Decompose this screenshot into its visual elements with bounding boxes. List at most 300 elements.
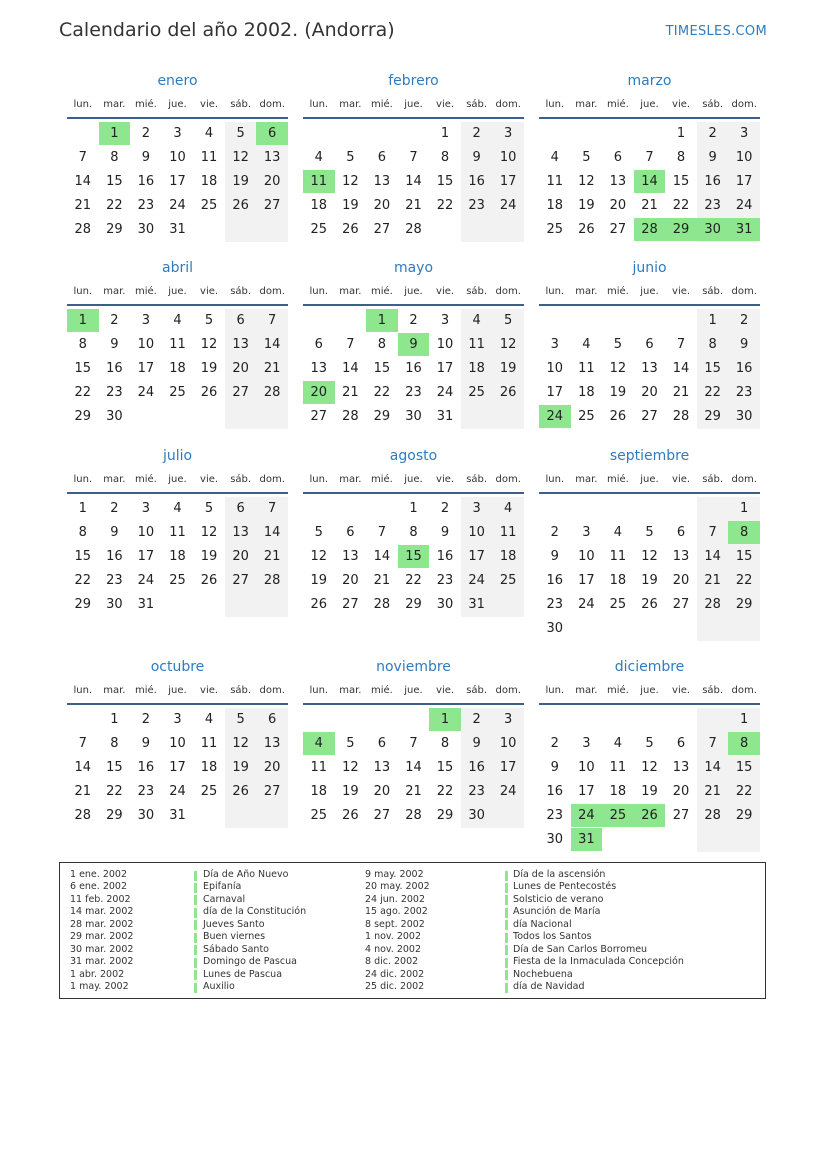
day-cell[interactable]: 20: [373, 784, 391, 799]
day-cell[interactable]: 14: [342, 361, 359, 376]
holiday-day-cell[interactable]: 4: [303, 732, 335, 755]
day-cell[interactable]: 24: [578, 597, 595, 612]
day-cell[interactable]: 23: [137, 784, 155, 799]
day-cell[interactable]: 31: [468, 597, 485, 612]
day-cell[interactable]: 5: [204, 313, 214, 328]
day-cell[interactable]: 2: [740, 313, 749, 328]
day-cell[interactable]: 22: [672, 198, 690, 213]
day-cell[interactable]: 3: [472, 501, 481, 516]
day-cell[interactable]: 15: [373, 361, 391, 376]
day-cell[interactable]: 29: [74, 597, 92, 612]
day-cell[interactable]: 17: [137, 549, 155, 564]
day-cell[interactable]: 8: [708, 337, 717, 352]
day-cell[interactable]: 2: [472, 126, 481, 141]
day-cell[interactable]: 27: [232, 573, 249, 588]
day-cell[interactable]: 4: [550, 150, 559, 165]
day-cell[interactable]: 6: [236, 501, 245, 516]
brand-link[interactable]: TIMESLES.COM: [665, 24, 767, 39]
day-cell[interactable]: 28: [263, 573, 281, 588]
day-cell[interactable]: 25: [546, 222, 564, 237]
day-cell[interactable]: 6: [236, 313, 245, 328]
day-cell[interactable]: 11: [609, 549, 627, 564]
day-cell[interactable]: 22: [436, 784, 454, 799]
day-cell[interactable]: 16: [468, 760, 485, 775]
day-cell[interactable]: 3: [440, 313, 450, 328]
day-cell[interactable]: 5: [204, 501, 214, 516]
day-cell[interactable]: 12: [641, 760, 658, 775]
day-cell[interactable]: 27: [672, 597, 690, 612]
day-cell[interactable]: 17: [546, 385, 564, 400]
day-cell[interactable]: 21: [641, 198, 658, 213]
day-cell[interactable]: 28: [263, 385, 281, 400]
day-cell[interactable]: 9: [141, 736, 151, 751]
day-cell[interactable]: 8: [409, 525, 418, 540]
day-cell[interactable]: 3: [550, 337, 559, 352]
holiday-day-cell[interactable]: 30: [697, 218, 729, 241]
day-cell[interactable]: 16: [735, 361, 753, 376]
day-cell[interactable]: 12: [342, 174, 359, 189]
day-cell[interactable]: 16: [106, 549, 123, 564]
day-cell[interactable]: 7: [78, 736, 87, 751]
day-cell[interactable]: 9: [141, 150, 151, 165]
day-cell[interactable]: 13: [232, 337, 249, 352]
day-cell[interactable]: 3: [740, 126, 749, 141]
day-cell[interactable]: 2: [550, 736, 559, 751]
day-cell[interactable]: 6: [314, 337, 323, 352]
day-cell[interactable]: 2: [141, 126, 151, 141]
day-cell[interactable]: 7: [409, 150, 418, 165]
day-cell[interactable]: 19: [578, 198, 595, 213]
day-cell[interactable]: 17: [436, 361, 454, 376]
day-cell[interactable]: 10: [735, 150, 753, 165]
day-cell[interactable]: 19: [342, 784, 359, 799]
day-cell[interactable]: 11: [468, 337, 485, 352]
day-cell[interactable]: 11: [499, 525, 517, 540]
day-cell[interactable]: 28: [405, 808, 422, 823]
day-cell[interactable]: 24: [735, 198, 753, 213]
day-cell[interactable]: 19: [499, 361, 517, 376]
day-cell[interactable]: 15: [436, 174, 454, 189]
day-cell[interactable]: 16: [546, 573, 564, 588]
day-cell[interactable]: 23: [546, 597, 564, 612]
day-cell[interactable]: 15: [735, 549, 753, 564]
day-cell[interactable]: 1: [708, 313, 717, 328]
holiday-day-cell[interactable]: 31: [571, 828, 603, 851]
day-cell[interactable]: 4: [504, 501, 513, 516]
day-cell[interactable]: 27: [342, 597, 359, 612]
day-cell[interactable]: 16: [137, 760, 155, 775]
day-cell[interactable]: 12: [578, 174, 595, 189]
day-cell[interactable]: 9: [110, 525, 119, 540]
day-cell[interactable]: 18: [546, 198, 564, 213]
day-cell[interactable]: 3: [173, 126, 182, 141]
day-cell[interactable]: 6: [346, 525, 355, 540]
day-cell[interactable]: 11: [609, 760, 627, 775]
day-cell[interactable]: 26: [578, 222, 595, 237]
day-cell[interactable]: 10: [169, 150, 186, 165]
day-cell[interactable]: 3: [582, 525, 591, 540]
day-cell[interactable]: 24: [468, 573, 485, 588]
day-cell[interactable]: 29: [735, 597, 753, 612]
day-cell[interactable]: 3: [173, 712, 182, 727]
day-cell[interactable]: 23: [106, 385, 123, 400]
day-cell[interactable]: 28: [704, 597, 721, 612]
day-cell[interactable]: 22: [373, 385, 391, 400]
day-cell[interactable]: 23: [137, 198, 155, 213]
day-cell[interactable]: 30: [546, 832, 564, 847]
day-cell[interactable]: 16: [704, 174, 721, 189]
day-cell[interactable]: 1: [78, 501, 87, 516]
day-cell[interactable]: 10: [499, 150, 517, 165]
holiday-day-cell[interactable]: 8: [728, 732, 760, 755]
day-cell[interactable]: 10: [436, 337, 454, 352]
day-cell[interactable]: 18: [169, 361, 186, 376]
day-cell[interactable]: 6: [377, 150, 387, 165]
day-cell[interactable]: 23: [468, 784, 485, 799]
day-cell[interactable]: 30: [405, 409, 422, 424]
day-cell[interactable]: 7: [346, 337, 355, 352]
day-cell[interactable]: 20: [263, 760, 281, 775]
day-cell[interactable]: 26: [342, 222, 359, 237]
day-cell[interactable]: 27: [263, 784, 281, 799]
day-cell[interactable]: 20: [672, 573, 690, 588]
day-cell[interactable]: 7: [645, 150, 654, 165]
day-cell[interactable]: 20: [672, 784, 690, 799]
day-cell[interactable]: 27: [373, 808, 391, 823]
day-cell[interactable]: 19: [342, 198, 359, 213]
day-cell[interactable]: 25: [499, 573, 517, 588]
day-cell[interactable]: 8: [440, 736, 450, 751]
day-cell[interactable]: 20: [232, 361, 249, 376]
day-cell[interactable]: 22: [74, 385, 92, 400]
day-cell[interactable]: 13: [373, 174, 391, 189]
day-cell[interactable]: 19: [200, 361, 218, 376]
day-cell[interactable]: 4: [582, 337, 591, 352]
day-cell[interactable]: 14: [373, 549, 391, 564]
day-cell[interactable]: 20: [342, 573, 359, 588]
day-cell[interactable]: 3: [504, 712, 513, 727]
holiday-day-cell[interactable]: 15: [398, 545, 430, 568]
day-cell[interactable]: 25: [310, 808, 328, 823]
day-cell[interactable]: 15: [74, 361, 92, 376]
day-cell[interactable]: 6: [676, 525, 686, 540]
day-cell[interactable]: 8: [676, 150, 686, 165]
day-cell[interactable]: 24: [499, 784, 517, 799]
day-cell[interactable]: 4: [613, 736, 623, 751]
day-cell[interactable]: 17: [499, 174, 517, 189]
day-cell[interactable]: 21: [704, 784, 721, 799]
day-cell[interactable]: 31: [169, 808, 186, 823]
day-cell[interactable]: 18: [310, 198, 328, 213]
day-cell[interactable]: 14: [74, 760, 92, 775]
day-cell[interactable]: 25: [200, 198, 218, 213]
day-cell[interactable]: 5: [645, 736, 654, 751]
day-cell[interactable]: 12: [499, 337, 517, 352]
day-cell[interactable]: 19: [232, 760, 249, 775]
day-cell[interactable]: 4: [472, 313, 481, 328]
day-cell[interactable]: 27: [263, 198, 281, 213]
day-cell[interactable]: 23: [405, 385, 422, 400]
day-cell[interactable]: 21: [405, 784, 422, 799]
day-cell[interactable]: 3: [141, 501, 151, 516]
day-cell[interactable]: 28: [74, 222, 92, 237]
day-cell[interactable]: 26: [200, 573, 218, 588]
day-cell[interactable]: 23: [468, 198, 485, 213]
day-cell[interactable]: 7: [377, 525, 387, 540]
day-cell[interactable]: 29: [405, 597, 422, 612]
day-cell[interactable]: 4: [173, 313, 182, 328]
day-cell[interactable]: 2: [141, 712, 151, 727]
holiday-day-cell[interactable]: 25: [602, 804, 634, 827]
day-cell[interactable]: 19: [200, 549, 218, 564]
day-cell[interactable]: 28: [373, 597, 391, 612]
holiday-day-cell[interactable]: 1: [99, 122, 131, 145]
holiday-day-cell[interactable]: 1: [67, 309, 99, 332]
holiday-day-cell[interactable]: 14: [634, 170, 666, 193]
day-cell[interactable]: 11: [200, 736, 218, 751]
day-cell[interactable]: 18: [169, 549, 186, 564]
day-cell[interactable]: 21: [405, 198, 422, 213]
day-cell[interactable]: 22: [106, 198, 123, 213]
day-cell[interactable]: 8: [78, 525, 87, 540]
day-cell[interactable]: 21: [263, 361, 281, 376]
day-cell[interactable]: 20: [641, 385, 658, 400]
day-cell[interactable]: 30: [106, 409, 123, 424]
day-cell[interactable]: 23: [735, 385, 753, 400]
day-cell[interactable]: 13: [263, 736, 281, 751]
day-cell[interactable]: 14: [672, 361, 690, 376]
day-cell[interactable]: 13: [641, 361, 658, 376]
day-cell[interactable]: 24: [137, 385, 155, 400]
day-cell[interactable]: 14: [405, 174, 422, 189]
day-cell[interactable]: 5: [236, 126, 245, 141]
day-cell[interactable]: 14: [263, 525, 281, 540]
day-cell[interactable]: 5: [613, 337, 623, 352]
day-cell[interactable]: 17: [578, 573, 595, 588]
holiday-day-cell[interactable]: 9: [398, 333, 430, 356]
day-cell[interactable]: 19: [232, 174, 249, 189]
day-cell[interactable]: 31: [436, 409, 454, 424]
day-cell[interactable]: 30: [106, 597, 123, 612]
day-cell[interactable]: 25: [468, 385, 485, 400]
day-cell[interactable]: 29: [74, 409, 92, 424]
day-cell[interactable]: 13: [342, 549, 359, 564]
day-cell[interactable]: 17: [169, 174, 186, 189]
day-cell[interactable]: 26: [200, 385, 218, 400]
day-cell[interactable]: 22: [735, 784, 753, 799]
day-cell[interactable]: 6: [268, 712, 277, 727]
day-cell[interactable]: 18: [200, 174, 218, 189]
day-cell[interactable]: 22: [74, 573, 92, 588]
day-cell[interactable]: 22: [704, 385, 721, 400]
day-cell[interactable]: 19: [641, 784, 658, 799]
day-cell[interactable]: 3: [504, 126, 513, 141]
day-cell[interactable]: 29: [735, 808, 753, 823]
day-cell[interactable]: 11: [578, 361, 595, 376]
day-cell[interactable]: 3: [141, 313, 151, 328]
day-cell[interactable]: 10: [137, 337, 155, 352]
holiday-day-cell[interactable]: 11: [303, 170, 335, 193]
holiday-day-cell[interactable]: 29: [665, 218, 697, 241]
day-cell[interactable]: 24: [169, 784, 186, 799]
holiday-day-cell[interactable]: 24: [571, 804, 603, 827]
day-cell[interactable]: 11: [200, 150, 218, 165]
holiday-day-cell[interactable]: 8: [728, 521, 760, 544]
day-cell[interactable]: 5: [346, 736, 355, 751]
day-cell[interactable]: 20: [232, 549, 249, 564]
day-cell[interactable]: 22: [735, 573, 753, 588]
day-cell[interactable]: 26: [310, 597, 328, 612]
day-cell[interactable]: 7: [676, 337, 686, 352]
day-cell[interactable]: 6: [645, 337, 654, 352]
day-cell[interactable]: 9: [550, 549, 559, 564]
day-cell[interactable]: 12: [641, 549, 658, 564]
day-cell[interactable]: 9: [440, 525, 450, 540]
day-cell[interactable]: 18: [310, 784, 328, 799]
day-cell[interactable]: 21: [263, 549, 281, 564]
day-cell[interactable]: 30: [468, 808, 485, 823]
day-cell[interactable]: 25: [200, 784, 218, 799]
day-cell[interactable]: 23: [436, 573, 454, 588]
day-cell[interactable]: 1: [440, 126, 450, 141]
day-cell[interactable]: 12: [200, 337, 218, 352]
day-cell[interactable]: 17: [578, 784, 595, 799]
day-cell[interactable]: 23: [704, 198, 721, 213]
day-cell[interactable]: 19: [609, 385, 627, 400]
day-cell[interactable]: 28: [74, 808, 92, 823]
day-cell[interactable]: 25: [169, 385, 186, 400]
day-cell[interactable]: 1: [740, 501, 749, 516]
day-cell[interactable]: 12: [342, 760, 359, 775]
day-cell[interactable]: 16: [546, 784, 564, 799]
holiday-day-cell[interactable]: 1: [429, 708, 461, 731]
day-cell[interactable]: 18: [609, 784, 627, 799]
day-cell[interactable]: 13: [232, 525, 249, 540]
day-cell[interactable]: 4: [314, 150, 323, 165]
day-cell[interactable]: 11: [310, 760, 328, 775]
day-cell[interactable]: 1: [740, 712, 749, 727]
day-cell[interactable]: 5: [645, 525, 654, 540]
day-cell[interactable]: 8: [78, 337, 87, 352]
day-cell[interactable]: 30: [735, 409, 753, 424]
day-cell[interactable]: 1: [409, 501, 418, 516]
day-cell[interactable]: 2: [110, 501, 119, 516]
day-cell[interactable]: 17: [499, 760, 517, 775]
day-cell[interactable]: 3: [582, 736, 591, 751]
day-cell[interactable]: 16: [468, 174, 485, 189]
day-cell[interactable]: 12: [232, 736, 249, 751]
day-cell[interactable]: 5: [504, 313, 513, 328]
day-cell[interactable]: 25: [169, 573, 186, 588]
day-cell[interactable]: 8: [377, 337, 387, 352]
day-cell[interactable]: 13: [310, 361, 328, 376]
day-cell[interactable]: 29: [373, 409, 391, 424]
day-cell[interactable]: 22: [405, 573, 422, 588]
day-cell[interactable]: 16: [106, 361, 123, 376]
day-cell[interactable]: 12: [232, 150, 249, 165]
day-cell[interactable]: 1: [110, 712, 119, 727]
day-cell[interactable]: 1: [676, 126, 686, 141]
day-cell[interactable]: 24: [169, 198, 186, 213]
day-cell[interactable]: 5: [314, 525, 323, 540]
day-cell[interactable]: 10: [546, 361, 564, 376]
day-cell[interactable]: 22: [106, 784, 123, 799]
day-cell[interactable]: 27: [310, 409, 328, 424]
day-cell[interactable]: 21: [672, 385, 690, 400]
day-cell[interactable]: 26: [499, 385, 517, 400]
day-cell[interactable]: 29: [704, 409, 721, 424]
day-cell[interactable]: 4: [204, 126, 214, 141]
day-cell[interactable]: 9: [472, 150, 481, 165]
day-cell[interactable]: 6: [377, 736, 387, 751]
day-cell[interactable]: 2: [708, 126, 717, 141]
day-cell[interactable]: 12: [200, 525, 218, 540]
day-cell[interactable]: 9: [708, 150, 717, 165]
day-cell[interactable]: 2: [110, 313, 119, 328]
day-cell[interactable]: 17: [735, 174, 753, 189]
day-cell[interactable]: 16: [137, 174, 155, 189]
day-cell[interactable]: 10: [578, 549, 595, 564]
day-cell[interactable]: 10: [499, 736, 517, 751]
day-cell[interactable]: 2: [409, 313, 418, 328]
day-cell[interactable]: 31: [169, 222, 186, 237]
day-cell[interactable]: 11: [546, 174, 564, 189]
day-cell[interactable]: 27: [232, 385, 249, 400]
day-cell[interactable]: 7: [78, 150, 87, 165]
day-cell[interactable]: 7: [409, 736, 418, 751]
day-cell[interactable]: 15: [735, 760, 753, 775]
day-cell[interactable]: 18: [468, 361, 485, 376]
day-cell[interactable]: 27: [672, 808, 690, 823]
holiday-day-cell[interactable]: 20: [303, 381, 335, 404]
day-cell[interactable]: 13: [263, 150, 281, 165]
day-cell[interactable]: 2: [472, 712, 481, 727]
day-cell[interactable]: 15: [106, 760, 123, 775]
day-cell[interactable]: 8: [440, 150, 450, 165]
day-cell[interactable]: 19: [641, 573, 658, 588]
day-cell[interactable]: 15: [74, 549, 92, 564]
day-cell[interactable]: 14: [74, 174, 92, 189]
day-cell[interactable]: 2: [440, 501, 450, 516]
day-cell[interactable]: 17: [137, 361, 155, 376]
day-cell[interactable]: 14: [405, 760, 422, 775]
day-cell[interactable]: 7: [708, 736, 717, 751]
day-cell[interactable]: 14: [263, 337, 281, 352]
day-cell[interactable]: 7: [708, 525, 717, 540]
day-cell[interactable]: 14: [704, 760, 721, 775]
day-cell[interactable]: 30: [546, 621, 564, 636]
day-cell[interactable]: 15: [436, 760, 454, 775]
day-cell[interactable]: 9: [472, 736, 481, 751]
day-cell[interactable]: 21: [373, 573, 391, 588]
holiday-day-cell[interactable]: 28: [634, 218, 666, 241]
day-cell[interactable]: 21: [704, 573, 721, 588]
day-cell[interactable]: 28: [342, 409, 359, 424]
day-cell[interactable]: 9: [110, 337, 119, 352]
day-cell[interactable]: 9: [740, 337, 749, 352]
day-cell[interactable]: 5: [346, 150, 355, 165]
day-cell[interactable]: 28: [405, 222, 422, 237]
day-cell[interactable]: 26: [609, 409, 627, 424]
day-cell[interactable]: 8: [110, 736, 119, 751]
day-cell[interactable]: 16: [436, 549, 454, 564]
holiday-day-cell[interactable]: 26: [634, 804, 666, 827]
holiday-day-cell[interactable]: 31: [728, 218, 760, 241]
day-cell[interactable]: 15: [106, 174, 123, 189]
day-cell[interactable]: 17: [169, 760, 186, 775]
day-cell[interactable]: 21: [74, 784, 92, 799]
day-cell[interactable]: 10: [578, 760, 595, 775]
